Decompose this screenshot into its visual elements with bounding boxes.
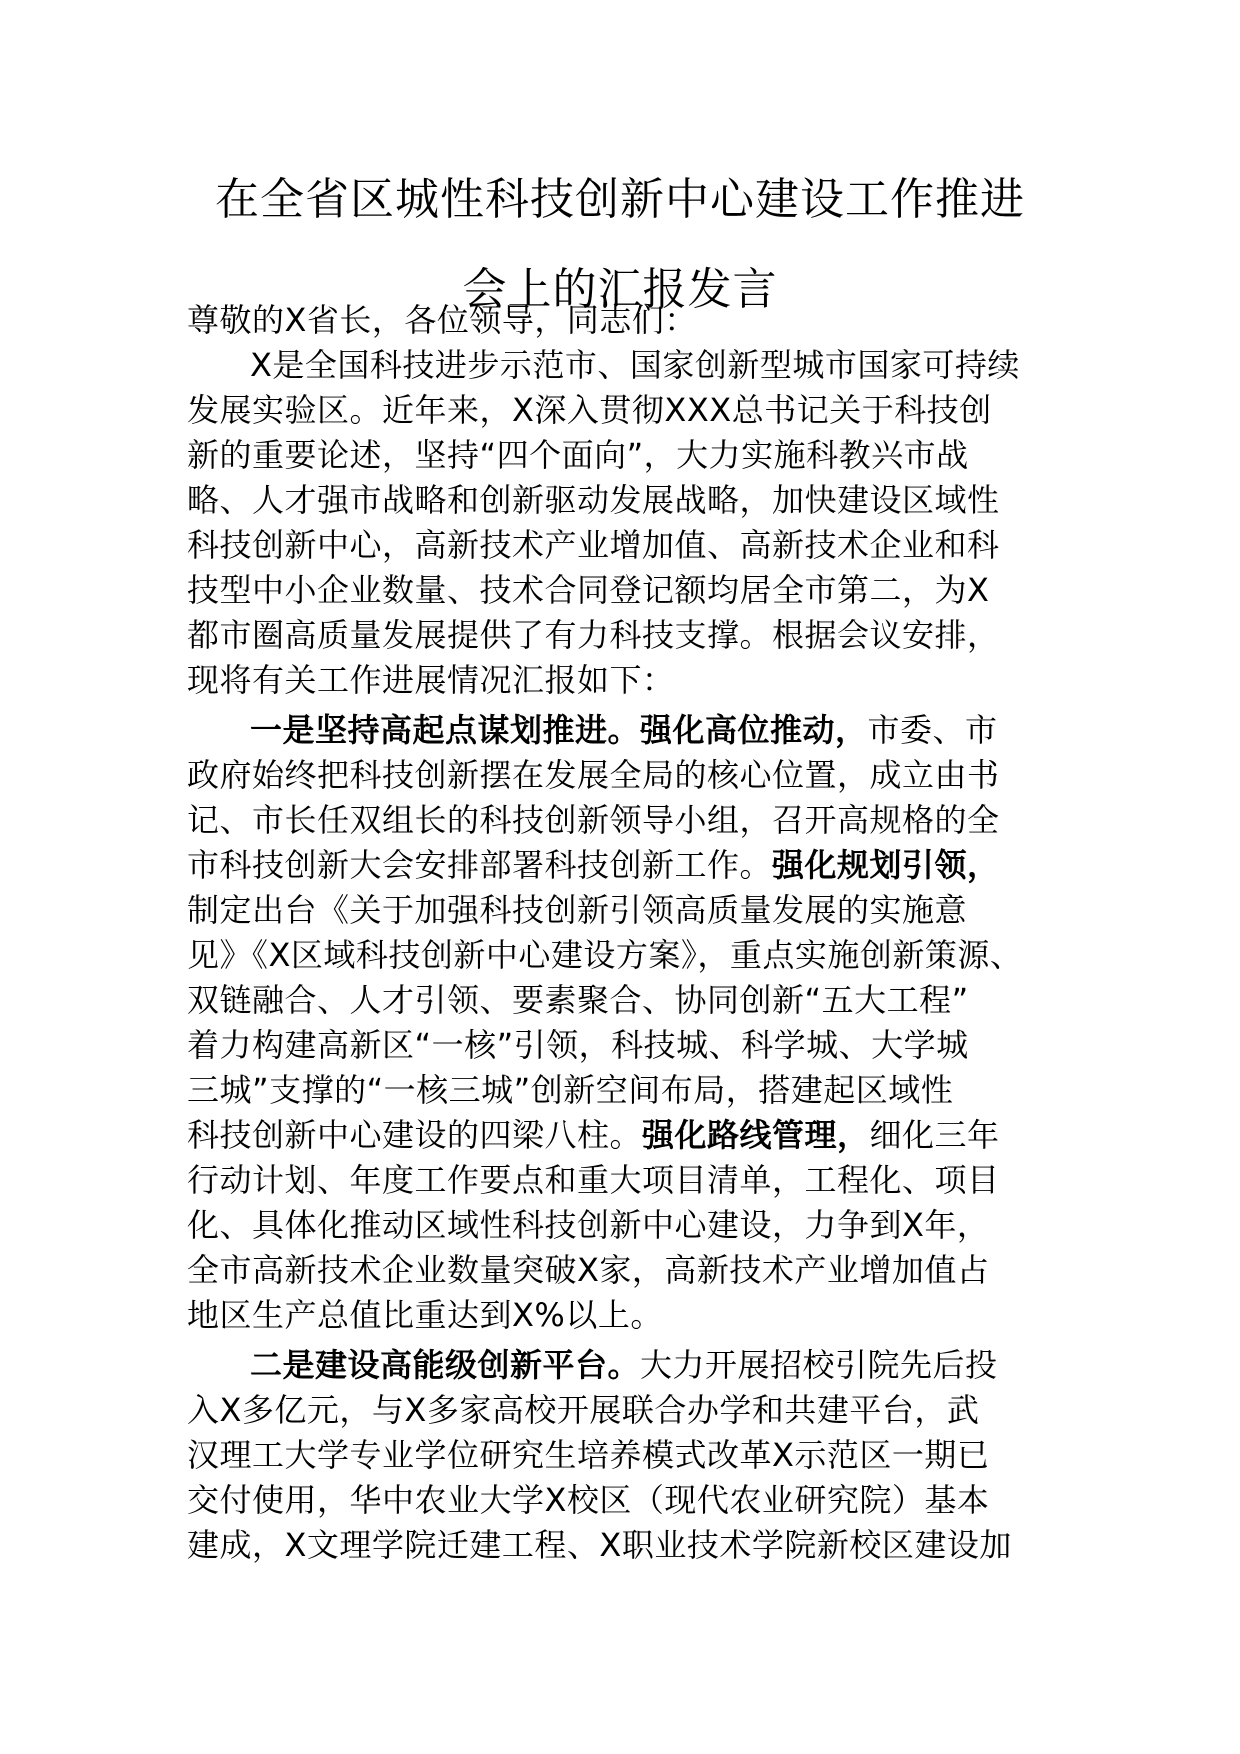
paragraph-1-line: 发展实验区。近年来，X深入贯彻XXX总书记关于科技创 — [187, 391, 992, 429]
paragraph-1-line: X是全国科技进步示范市、国家创新型城市国家可持续 — [250, 346, 1020, 384]
paragraph-1-line: 现将有关工作进展情况汇报如下： — [187, 661, 675, 699]
paragraph-2-line: 行动计划、年度工作要点和重大项目清单，工程化、项目 — [187, 1161, 1000, 1199]
paragraph-2-line: 记、市长任双组长的科技创新领导小组，召开高规格的全 — [187, 801, 1000, 839]
paragraph-2-line: 见》《X区域科技创新中心建设方案》，重点实施创新策源、 — [187, 936, 1023, 974]
paragraph-2-line: 政府始终把科技创新摆在发展全局的核心位置，成立由书 — [187, 756, 1000, 794]
paragraph-3-line: 建成，X文理学院迁建工程、X职业技术学院新校区建设加 — [187, 1526, 1012, 1564]
paragraph-1-line: 新的重要论述，坚持“四个面向”，大力实施科教兴市战 — [187, 436, 969, 474]
paragraph-2-text: 市委、市 — [867, 711, 998, 749]
paragraph-1-line: 略、人才强市战略和创新驱动发展战略，加快建设区域性 — [187, 481, 1000, 519]
paragraph-1-line: 技型中小企业数量、技术合同登记额均居全市第二，为X — [187, 571, 990, 609]
paragraph-3-text: 大力开展招校引院先后投 — [640, 1346, 998, 1384]
paragraph-2-heading: 一是坚持高起点谋划推进。强化高位推动， — [250, 711, 868, 749]
paragraph-2-line — [187, 1113, 1000, 1157]
paragraph-3-line — [250, 1343, 998, 1387]
paragraph-2-subheading: 强化路线管理， — [642, 1116, 870, 1154]
paragraph-2-text: 市科技创新大会安排部署科技创新工作。 — [187, 846, 773, 884]
paragraph-2-text: 细化三年 — [869, 1116, 1000, 1154]
document-title-line-2: 会上的汇报发言 — [462, 264, 778, 315]
salutation: 尊敬的X省长，各位领导，同志们： — [187, 301, 697, 339]
paragraph-2-line: 化、具体化推动区域性科技创新中心建设，力争到X年， — [187, 1206, 990, 1244]
paragraph-3-line: 入X多亿元，与X多家高校开展联合办学和共建平台，武 — [187, 1391, 980, 1429]
paragraph-2-line: 双链融合、人才引领、要素聚合、协同创新“五大工程” — [187, 981, 969, 1019]
paragraph-2-line — [187, 843, 1000, 887]
paragraph-2-line: 地区生产总值比重达到X%以上。 — [187, 1296, 663, 1334]
paragraph-3-line: 交付使用，华中农业大学X校区（现代农业研究院）基本 — [187, 1481, 990, 1519]
paragraph-2-text: 科技创新中心建设的四梁八柱。 — [187, 1116, 643, 1154]
paragraph-2-subheading: 强化规划引领， — [772, 846, 1000, 884]
paragraph-1-line: 都市圈高质量发展提供了有力科技支撑。根据会议安排， — [187, 616, 1000, 654]
paragraph-2-line: 全市高新技术企业数量突破X家，高新技术产业增加值占 — [187, 1251, 990, 1289]
document-title-line-1: 在全省区城性科技创新中心建设工作推进 — [215, 174, 1025, 225]
paragraph-3-heading: 二是建设高能级创新平台。 — [250, 1346, 641, 1384]
paragraph-2-line: 三城”支撑的“一核三城”创新空间布局，搭建起区域性 — [187, 1071, 954, 1109]
paragraph-2-line — [250, 708, 998, 752]
paragraph-3-line: 汉理工大学专业学位研究生培养模式改革X示范区一期已 — [187, 1436, 990, 1474]
paragraph-1-line: 科技创新中心，高新技术产业增加值、高新技术企业和科 — [187, 526, 1000, 564]
paragraph-2-line: 制定出台《关于加强科技创新引领高质量发展的实施意 — [187, 891, 968, 929]
paragraph-2-line: 着力构建高新区“一核”引领，科技城、科学城、大学城 — [187, 1026, 969, 1064]
